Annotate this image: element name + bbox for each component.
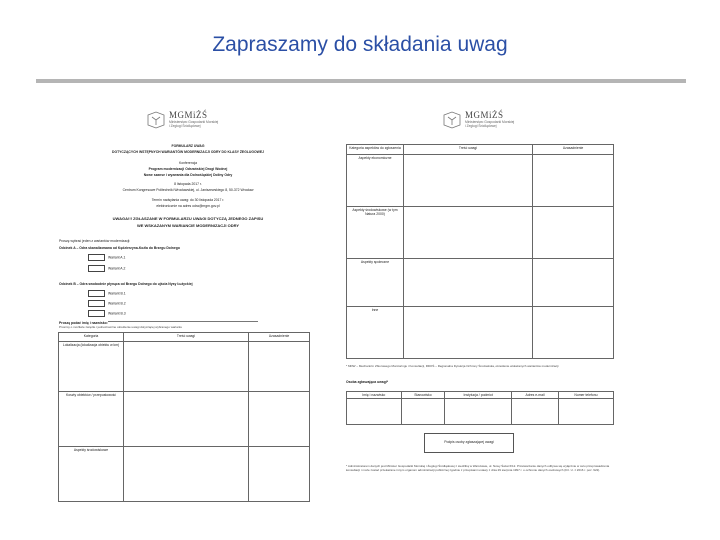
logo-subtitle-2: i Żeglugi Śródlądowej xyxy=(169,124,201,129)
sender-input[interactable] xyxy=(108,321,258,322)
name-cell[interactable] xyxy=(347,399,402,425)
variant-a2-label: Wariant A.2 xyxy=(108,266,126,271)
deadline-email: elektronicznie na adres odra@mgm.gov.pl xyxy=(156,204,220,208)
logo-subtitle-2: i Żeglugi Śródlądowej xyxy=(465,124,497,129)
row-social-justification-cell[interactable] xyxy=(533,259,614,307)
deadline-text: Termin nadsyłania uwag: do 30 listopada 2017 r. xyxy=(151,198,225,202)
warning-text: UWAGA!!! ZGŁASZANE W FORMULARZU UWAGI DOTYCZĄ JEDNEGO ZAPISU xyxy=(112,216,264,221)
col-institution-header: Instytucja / podmiot xyxy=(445,392,512,399)
position-cell[interactable] xyxy=(401,399,445,425)
row-social-label: Aspekty społeczne xyxy=(347,259,404,307)
remarks-table-right xyxy=(346,144,614,359)
sender-label: Proszę podać imię i nazwisko: xyxy=(59,321,108,325)
variant-a2-checkbox[interactable] xyxy=(88,265,105,272)
ministry-logo-right xyxy=(442,110,514,129)
col-justification-header: Uzasadnienie xyxy=(533,145,614,155)
row-environment-label: Aspekty środowiskowe xyxy=(59,447,124,502)
col-category-header: Kategoria aspektów do zgłoszenia xyxy=(347,145,404,155)
row-economic-content-cell[interactable] xyxy=(404,155,533,207)
row-other-content-cell[interactable] xyxy=(404,307,533,359)
row-other-label: Inne xyxy=(347,307,404,359)
form-title: FORMULARZ UWAG xyxy=(171,144,205,148)
warning-text-2: WE WSKAZANYM WARIANCIE MODERNIZACJI ODRY xyxy=(136,223,240,228)
submitter-label: Osoba zgłaszająca uwagi* xyxy=(346,380,389,384)
form-page-right xyxy=(338,100,630,510)
variant-b1-label: Wariant B.1 xyxy=(108,291,126,296)
col-position-header: Stanowisko xyxy=(401,392,445,399)
ministry-emblem-icon xyxy=(146,111,166,129)
table-footnote: * MDW – Mechanizm Zbiorowego Monitoringu i Konsultacji, RDOŚ – Regionalna Dyrekcja Ochrony Środowiska, określenie wskazanych wariantów modernizacji xyxy=(346,364,559,368)
phone-cell[interactable] xyxy=(558,399,613,425)
row-environment-label: Aspekty środowiskowe (w tym Natura 2000) xyxy=(347,207,404,259)
col-justification-header: Uzasadnienie xyxy=(249,333,310,342)
submitter-table xyxy=(346,391,614,425)
variant-a2-option[interactable] xyxy=(88,265,125,272)
logo-name: MGMiŻŚ xyxy=(465,110,504,120)
sender-note: Prosimy o możliwie zwięzłe i jednoznaczne określenie uwagi dotyczącej wybranego wariantu xyxy=(59,325,183,329)
conference-name: Program modernizacji Odrzańskiej Drogi Wodnej xyxy=(148,167,228,171)
variant-b1-checkbox[interactable] xyxy=(88,290,105,297)
legal-note: * Administratorem danych jest Minister Gospodarki Morskiej i Żeglugi Śródlądowej z siedzibą w Warszawie, ul. Nowy Świat 6/12. Przetwarzanie danych odbywa się wyłącznie w celu przeprowadzenia konsultacji i może zostać przekazane innym organom administracji publicznej zgodnie z przepisami ustawy z dnia 29 sierpnia 1997 r. o ochronie danych osobowych (Dz. U. z 2016 r. poz. 922). xyxy=(346,464,610,473)
conference-label: Konferencja xyxy=(178,161,198,165)
row-environment-justification-cell[interactable] xyxy=(249,447,310,502)
signature-label: Podpis osoby zgłaszającej uwagi xyxy=(444,440,494,444)
row-social-content-cell[interactable] xyxy=(404,259,533,307)
col-phone-header: Numer telefonu xyxy=(558,392,613,399)
logo-subtitle: Ministerstwo Gospodarki Morskiej xyxy=(465,120,515,125)
ministry-logo xyxy=(146,110,218,129)
signature-box[interactable] xyxy=(424,433,514,453)
col-content-header: Treść uwagi xyxy=(124,333,249,342)
conference-date: 8 listopada 2017 r. xyxy=(174,182,202,186)
row-environment-content-cell[interactable] xyxy=(404,207,533,259)
row-costs-content-cell[interactable] xyxy=(124,392,249,447)
variant-b1-option[interactable] xyxy=(88,290,126,297)
conference-venue: Centrum Kongresowe Politechniki Wrocławskiej, ul. Janiszewskiego 8, 50-372 Wrocław xyxy=(122,188,254,192)
variant-a1-checkbox[interactable] xyxy=(88,254,105,261)
form-subtitle: DOTYCZĄCYCH WSTĘPNYCH WARIANTÓW MODERNIZACJI ODRY DO KLASY ŻEGLUGOWEJ xyxy=(112,150,264,154)
row-other-justification-cell[interactable] xyxy=(533,307,614,359)
variant-a1-label: Wariant A.1 xyxy=(108,255,126,260)
row-costs-label: Koszty obiektów / przepustowość xyxy=(59,392,124,447)
col-email-header: Adres e-mail xyxy=(512,392,559,399)
ministry-emblem-icon xyxy=(442,111,462,129)
remarks-table xyxy=(58,332,310,502)
section-a-label: Odcinek A – Odra skanalizowana od Kędzierzyna-Koźla do Brzegu Dolnego xyxy=(59,246,180,250)
logo-subtitle: Ministerstwo Gospodarki Morskiej xyxy=(169,120,219,125)
conference-theme: Nowe szanse i wyzwania dla Dolnośląskiej Doliny Odry xyxy=(143,173,233,177)
variant-b2-label: Wariant B.2 xyxy=(108,301,126,306)
row-economic-justification-cell[interactable] xyxy=(533,155,614,207)
row-environment-justification-cell[interactable] xyxy=(533,207,614,259)
col-category-header: Kategoria xyxy=(59,333,124,342)
form-page-left xyxy=(48,100,328,510)
variant-a1-option[interactable] xyxy=(88,254,125,261)
logo-name: MGMiŻŚ xyxy=(169,110,208,120)
variant-b3-label: Wariant B.3 xyxy=(108,311,126,316)
slide-title: Zapraszamy do składania uwag xyxy=(212,33,508,56)
col-name-header: Imię i nazwisko xyxy=(347,392,402,399)
row-costs-justification-cell[interactable] xyxy=(249,392,310,447)
title-divider xyxy=(36,79,686,83)
row-economic-label: Aspekty ekonomiczne xyxy=(347,155,404,207)
variant-b2-option[interactable] xyxy=(88,300,126,307)
row-location-justification-cell[interactable] xyxy=(249,342,310,392)
row-location-content-cell[interactable] xyxy=(124,342,249,392)
institution-cell[interactable] xyxy=(445,399,512,425)
row-location-label: Lokalizacja (lokalizacja obiektu w km) xyxy=(59,342,124,392)
email-cell[interactable] xyxy=(512,399,559,425)
col-content-header: Treść uwagi xyxy=(404,145,533,155)
section-b-label: Odcinek B – Odra swobodnie płynąca od Brzegu Dolnego do ujścia Nysy Łużyckiej xyxy=(59,282,193,286)
variant-b2-checkbox[interactable] xyxy=(88,300,105,307)
row-environment-content-cell[interactable] xyxy=(124,447,249,502)
variant-choose-label: Proszę wybrać jeden z wariantów modernizacji: xyxy=(59,239,131,243)
